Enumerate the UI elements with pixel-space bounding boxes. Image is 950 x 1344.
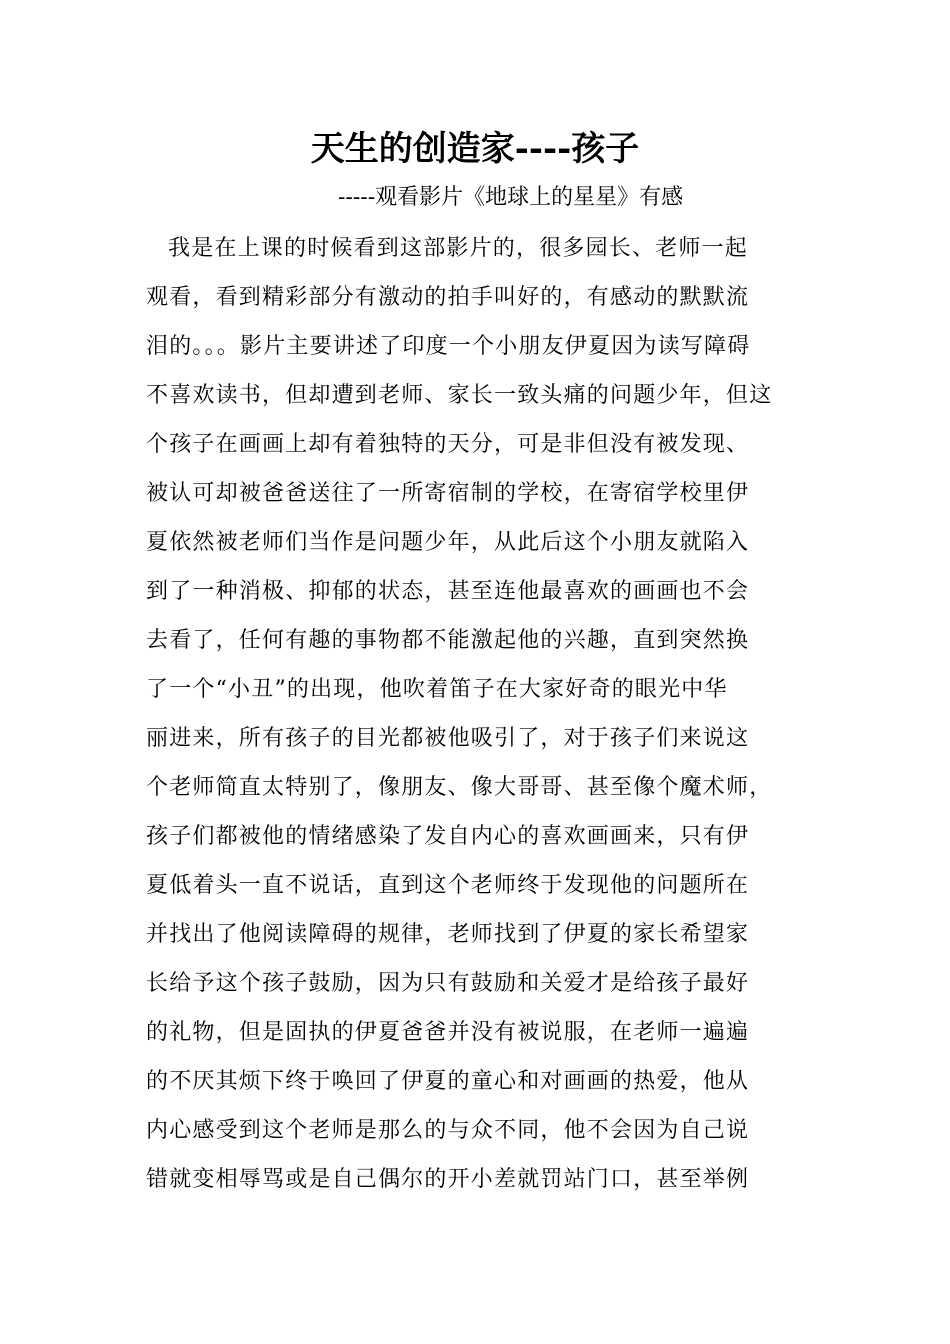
body-line: 错就变相辱骂或是自己偶尔的开小差就罚站门口，甚至举例 [146, 1167, 750, 1192]
body-line: 被认可却被爸爸送往了一所寄宿制的学校，在寄宿学校里伊 [146, 481, 750, 506]
body-line: 到了一种消极、抑郁的状态，甚至连他最喜欢的画画也不会 [146, 579, 750, 604]
body-line: 观看，看到精彩部分有激动的拍手叫好的，有感动的默默流 [146, 285, 750, 310]
document-title: 天生的创造家----孩子 [310, 129, 640, 169]
body-line: 泪的。。。影片主要讲述了印度一个小朋友伊夏因为读写障碍 [146, 334, 751, 359]
body-line: 去看了，任何有趣的事物都不能激起他的兴趣，直到突然换 [146, 628, 750, 653]
body-line: 不喜欢读书，但却遭到老师、家长一致头痛的问题少年，但这 [146, 383, 773, 408]
body-line: 夏依然被老师们当作是问题少年，从此后这个小朋友就陷入 [146, 530, 750, 555]
body-line: 个老师简直太特别了，像朋友、像大哥哥、甚至像个魔术师， [146, 775, 773, 800]
body-line: 我是在上课的时候看到这部影片的，很多园长、老师一起 [168, 236, 749, 261]
body-line: 丽进来，所有孩子的目光都被他吸引了，对于孩子们来说这 [146, 726, 750, 751]
body-line: 内心感受到这个老师是那么的与众不同，他不会因为自己说 [146, 1118, 750, 1143]
body-line: 的不厌其烦下终于唤回了伊夏的童心和对画画的热爱，他从 [146, 1069, 750, 1094]
body-line: 长给予这个孩子鼓励，因为只有鼓励和关爱才是给孩子最好 [146, 971, 750, 996]
body-line: 孩子们都被他的情绪感染了发自内心的喜欢画画来，只有伊 [146, 824, 750, 849]
body-line: 个孩子在画画上却有着独特的天分，可是非但没有被发现、 [146, 432, 750, 457]
document-body [146, 224, 806, 1204]
body-line: 并找出了他阅读障碍的规律，老师找到了伊夏的家长希望家 [146, 922, 750, 947]
document-subtitle: -----观看影片《地球上的星星》有感 [338, 185, 684, 210]
body-line: 了一个“小丑”的出现，他吹着笛子在大家好奇的眼光中华 [146, 677, 728, 702]
body-line: 的礼物，但是固执的伊夏爸爸并没有被说服，在老师一遍遍 [146, 1020, 750, 1045]
body-line: 夏低着头一直不说话，直到这个老师终于发现他的问题所在 [146, 873, 750, 898]
